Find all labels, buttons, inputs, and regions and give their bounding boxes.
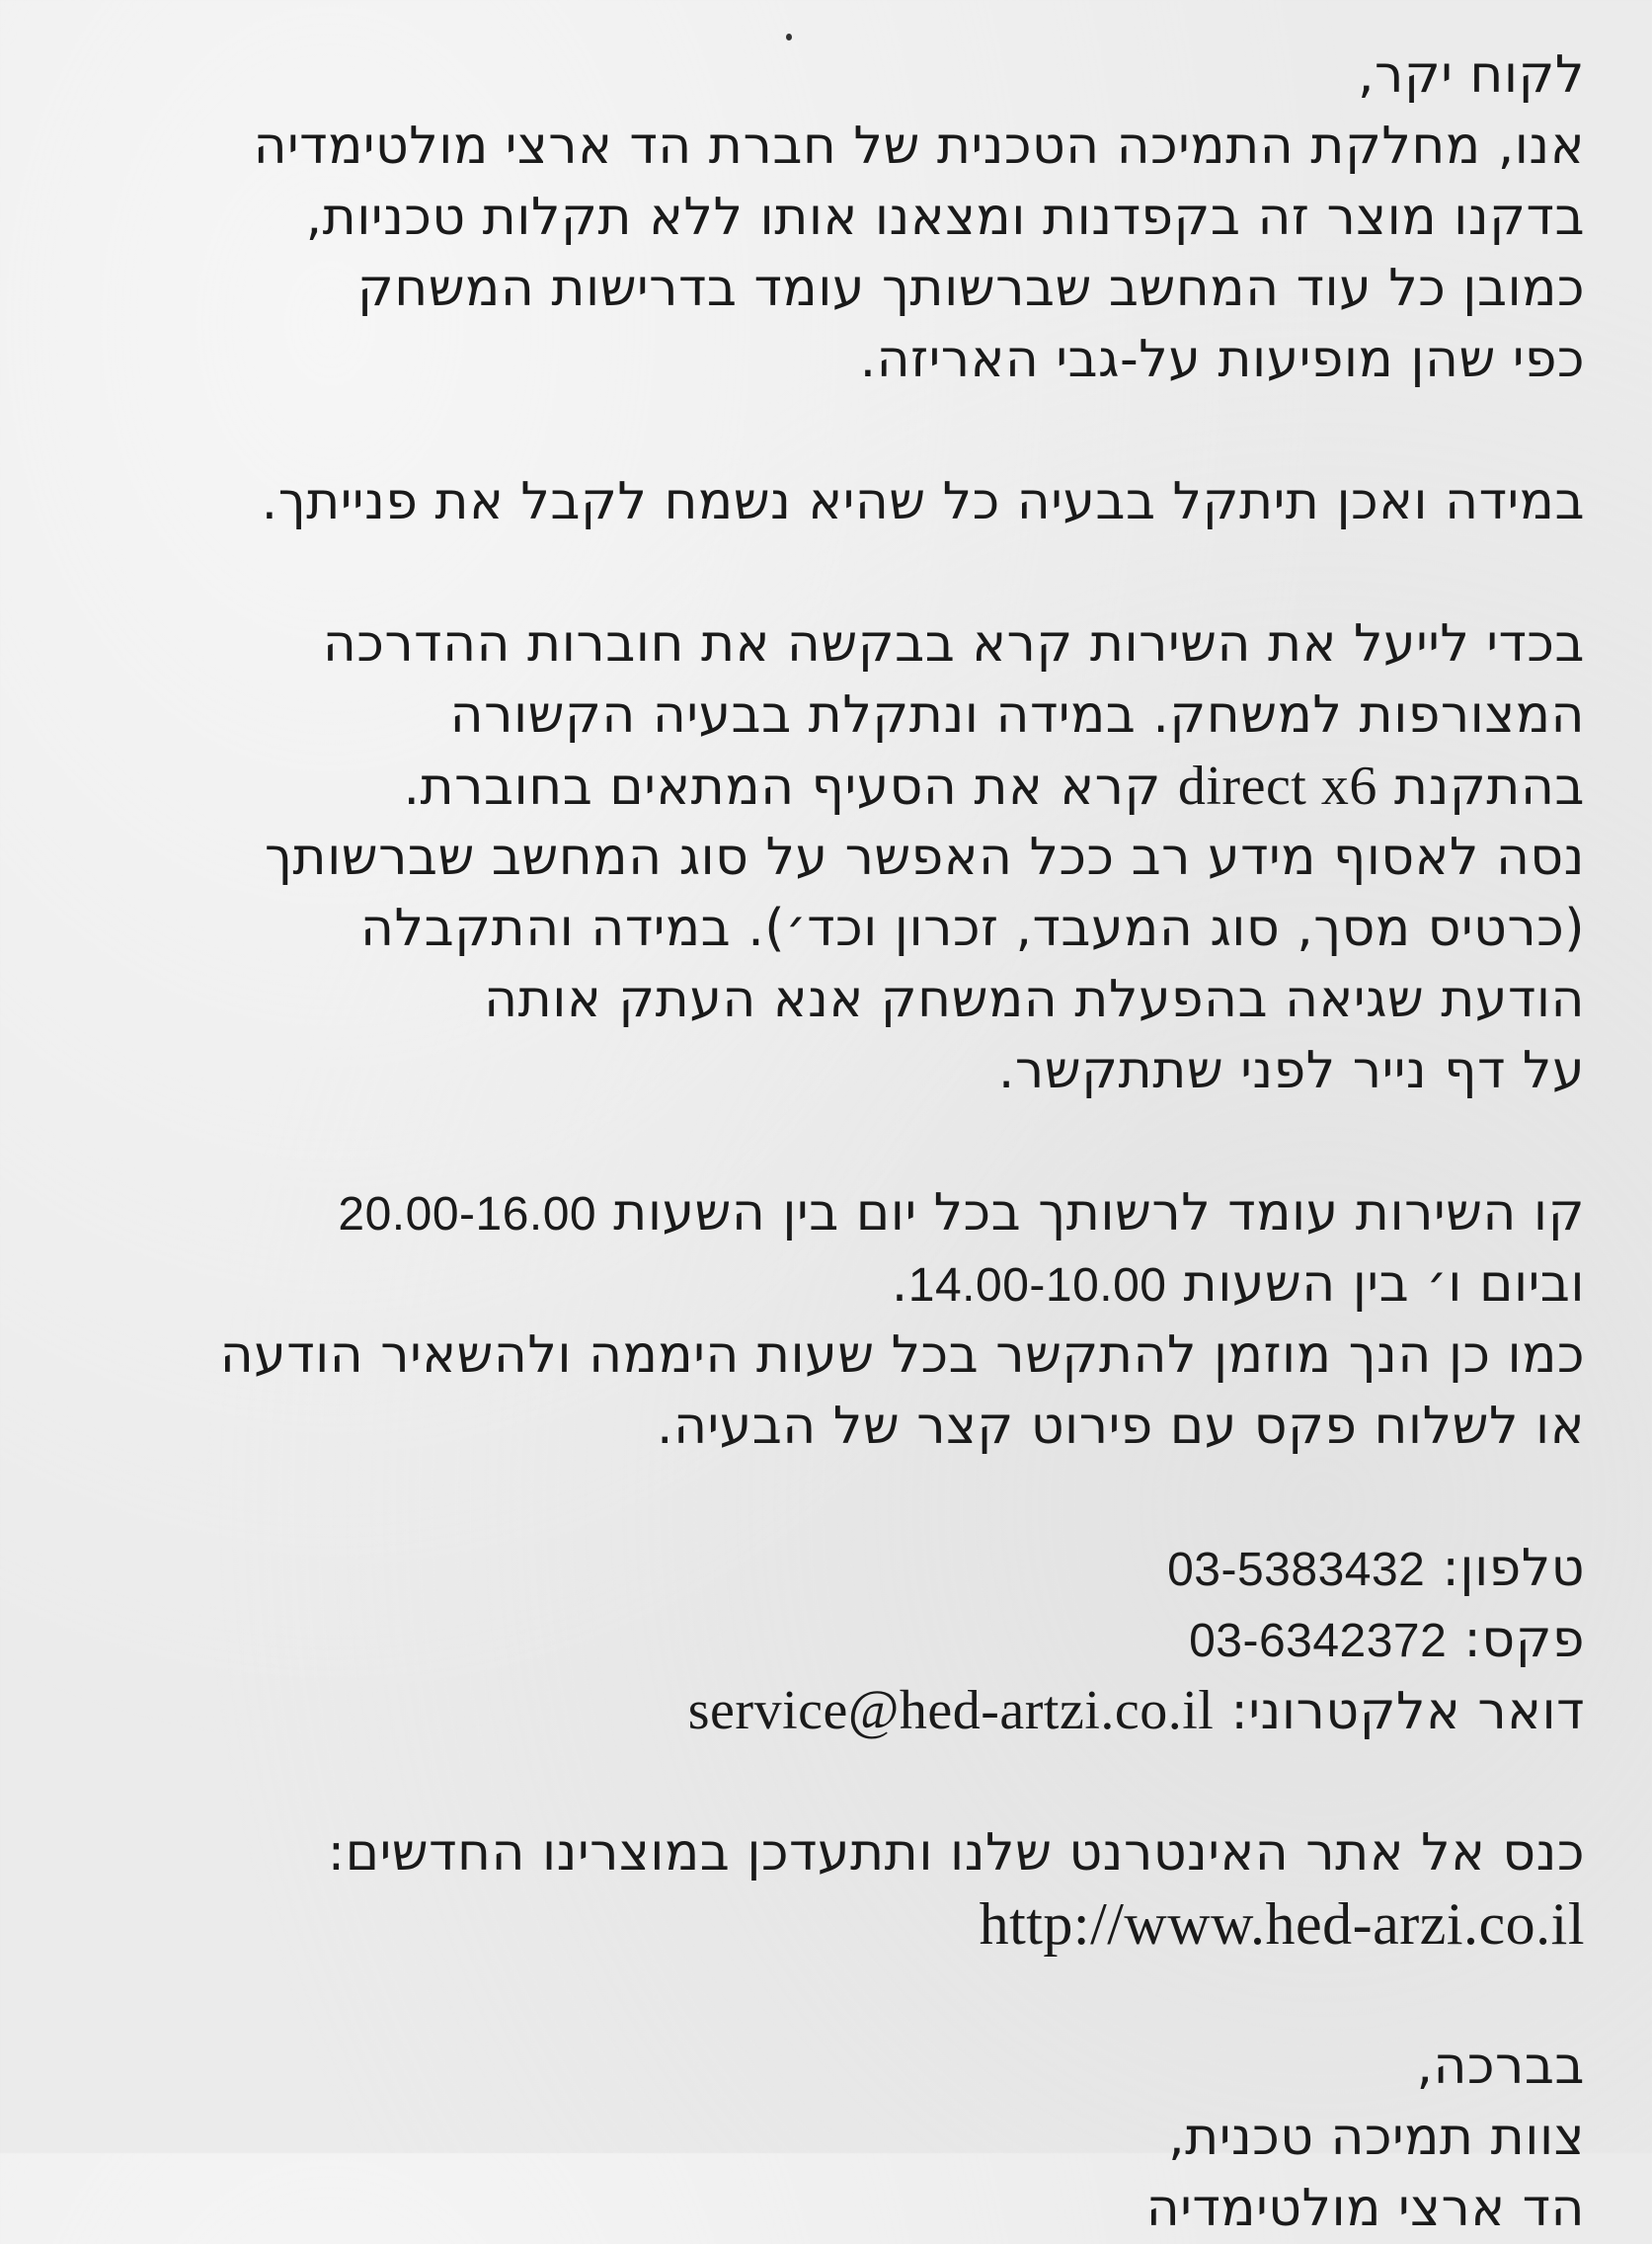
instructions-text: בהתקנת <box>1377 758 1585 817</box>
paragraph-spacer <box>44 1462 1585 1533</box>
instructions-line: בכדי לייעל את השירות קרא בבקשה את חוברות ההדרכה <box>322 614 1585 674</box>
paragraph-spacer <box>44 395 1585 466</box>
instructions-paragraph <box>44 608 1585 1106</box>
hours-line: או לשלוח פקס עם פירוט קצר של הבעיה. <box>657 1397 1585 1456</box>
hours-text: וביום ו׳ בין השעות <box>1166 1254 1585 1314</box>
hours-line <box>44 1177 1585 1248</box>
hours-line: כמו כן הנך מוזמן להתקשר בכל שעות היממה ולהשאיר הודעה <box>219 1325 1585 1385</box>
weekday-hours: 20.00-16.00 <box>338 1188 597 1241</box>
hours-period: . <box>891 1254 908 1314</box>
instructions-line: נסה לאסוף מידע רב ככל האפשר על סוג המחשב שברשותך <box>264 828 1585 887</box>
intro-line: אנו, מחלקת התמיכה הטכנית של חברת הד ארצי מולטימדיה <box>253 117 1585 176</box>
paragraph-spacer <box>44 1960 1585 2031</box>
friday-hours: 14.00-10.00 <box>907 1259 1167 1312</box>
instructions-line: הודעת שגיאה בהפעלת המשחק אנא העתק אותה <box>484 970 1585 1029</box>
instructions-line: (כרטיס מסך, סוג המעבד, זכרון וכד׳). במידה והתקבלה <box>360 899 1585 958</box>
fax-label: פקס: <box>1447 1610 1585 1669</box>
website-url: http://www.hed-arzi.co.il <box>979 1891 1585 1957</box>
fax-number: 03-6342372 <box>1189 1615 1448 1667</box>
service-hours-paragraph <box>44 1177 1585 1462</box>
problem-paragraph: במידה ואכן תיתקל בבעיה כל שהיא נשמח לקבל את פנייתך. <box>261 472 1585 531</box>
contact-block <box>44 1533 1585 1746</box>
company-name: הד ארצי מולטימדיה <box>1145 2179 1585 2238</box>
intro-line: בדקנו מוצר זה בקפדנות ומצאנו אותו ללא תקלות טכניות, <box>305 188 1585 247</box>
email-label: דואר אלקטרוני: <box>1214 1682 1585 1741</box>
directx-term: direct x6 <box>1177 756 1377 817</box>
fax-row <box>44 1604 1585 1675</box>
hours-text: קו השירות עומד לרשותך בכל יום בין השעות <box>596 1183 1585 1242</box>
website-block <box>44 1817 1585 1960</box>
email-row <box>44 1675 1585 1746</box>
paragraph-spacer <box>44 1746 1585 1817</box>
sign-off: בברכה, <box>1416 2037 1585 2096</box>
paragraph-spacer <box>44 1106 1585 1177</box>
website-url-row <box>44 1888 1585 1960</box>
team-name: צוות תמיכה טכנית, <box>1168 2108 1585 2167</box>
intro-line: כמובן כל עוד המחשב שברשותך עומד בדרישות המשחק <box>356 259 1585 318</box>
instructions-line-directx <box>44 751 1585 822</box>
phone-label: טלפון: <box>1425 1539 1585 1598</box>
greeting: לקוח יקר, <box>1357 45 1585 105</box>
paragraph-spacer <box>44 537 1585 608</box>
email-address: service@hed-artzi.co.il <box>687 1680 1215 1741</box>
signature-block <box>44 2031 1585 2244</box>
phone-number: 03-5383432 <box>1167 1544 1426 1596</box>
intro-paragraph <box>44 111 1585 395</box>
intro-line: כפי שהן מופיעות על-גבי האריזה. <box>859 330 1585 389</box>
instructions-line: על דף נייר לפני שתתקשר. <box>997 1041 1585 1100</box>
phone-row <box>44 1533 1585 1604</box>
website-invite: כנס אל אתר האינטרנט שלנו ותתעדכן במוצרינו החדשים: <box>327 1823 1585 1883</box>
instructions-text: קרא את הסעיף המתאים בחוברת. <box>403 758 1178 817</box>
support-letter <box>44 40 1585 2244</box>
hours-line <box>44 1248 1585 1320</box>
instructions-line: המצורפות למשחק. במידה ונתקלת בבעיה הקשורה <box>449 685 1585 745</box>
